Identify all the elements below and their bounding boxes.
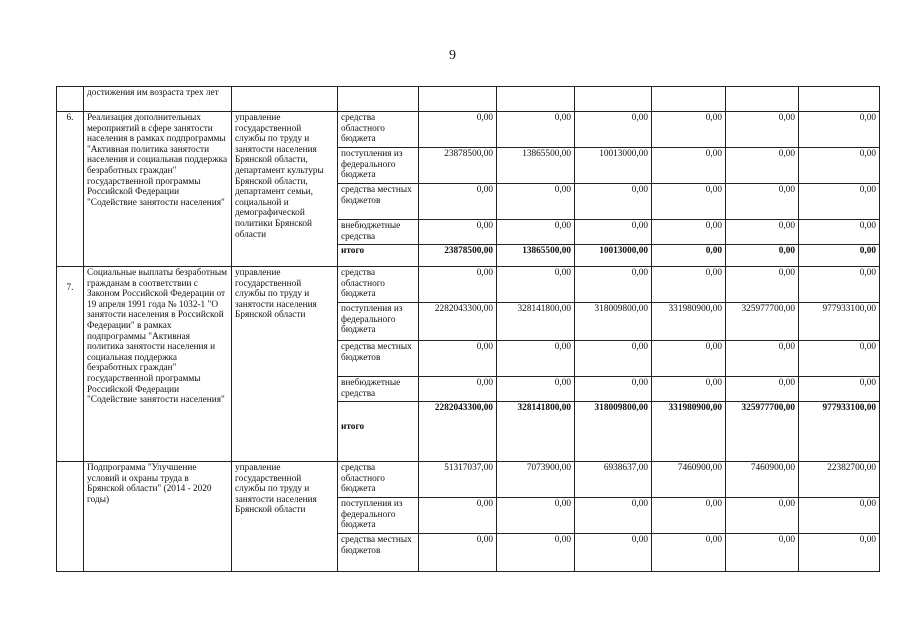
amount: 0,00: [575, 498, 652, 534]
amount: 10013000,00: [575, 148, 652, 184]
amount: 0,00: [726, 267, 799, 303]
amount: 0,00: [419, 112, 497, 148]
row-index: 7.: [57, 267, 84, 462]
executor: управление государственной службы по труду и занятости населения Брянской области, департамент культуры Брянской области, департамент семьи, социальной и демографической политики Брянской области: [232, 112, 338, 267]
amount: 318009800,00: [575, 402, 652, 462]
budget-table: [56, 86, 880, 572]
amount: 7460900,00: [726, 462, 799, 498]
amount: 325977700,00: [726, 303, 799, 341]
amount: 7460900,00: [652, 462, 726, 498]
amount: 0,00: [652, 377, 726, 402]
measure-name: Подпрограмма "Улучшение условий и охраны труда в Брянской области" (2014 - 2020 годы): [84, 462, 232, 572]
amount: 0,00: [652, 534, 726, 572]
amount: 0,00: [799, 184, 880, 220]
amount: 0,00: [652, 112, 726, 148]
amount: 0,00: [726, 534, 799, 572]
amount: 22382700,00: [799, 462, 880, 498]
amount: 23878500,00: [419, 148, 497, 184]
amount: 0,00: [419, 377, 497, 402]
amount: 325977700,00: [726, 402, 799, 462]
amount: 0,00: [497, 377, 575, 402]
amount: 2282043300,00: [419, 303, 497, 341]
amount: 0,00: [799, 245, 880, 267]
amount: 0,00: [652, 148, 726, 184]
amount: 0,00: [497, 112, 575, 148]
amount: 0,00: [419, 498, 497, 534]
amount: 318009800,00: [575, 303, 652, 341]
amount: 0,00: [652, 245, 726, 267]
amount: 0,00: [726, 112, 799, 148]
row-fragment-text: достижения им возраста трех лет: [84, 87, 232, 112]
amount: 331980900,00: [652, 303, 726, 341]
measure-name: Социальные выплаты безработным гражданам в соответствии с Законом Российской Федерации от 19 апреля 1991 года № 1032-1 "О занятости населения в Российской Федерации" в рамках подпрограммы "Активная политика занятости населения и социальная поддержка безработных граждан" государственной программы Российской Федерации "Содействие занятости населения": [84, 267, 232, 462]
amount: 0,00: [726, 220, 799, 245]
amount: 23878500,00: [419, 245, 497, 267]
amount: 0,00: [497, 220, 575, 245]
amount: 0,00: [497, 341, 575, 377]
amount: 0,00: [497, 267, 575, 303]
amount: 0,00: [799, 148, 880, 184]
page-number: 9: [449, 48, 456, 63]
amount: 0,00: [497, 534, 575, 572]
amount: 0,00: [575, 112, 652, 148]
amount: 0,00: [652, 267, 726, 303]
funding-source: внебюджетные средства: [338, 220, 419, 245]
amount: 13865500,00: [497, 245, 575, 267]
funding-source: средства областного бюджета: [338, 462, 419, 498]
amount: 0,00: [652, 184, 726, 220]
amount: 0,00: [799, 112, 880, 148]
funding-source: средства областного бюджета: [338, 267, 419, 303]
funding-source: средства местных бюджетов: [338, 534, 419, 572]
amount: 0,00: [419, 220, 497, 245]
row-index: 6.: [57, 112, 84, 267]
amount: 0,00: [799, 498, 880, 534]
row-index: [57, 462, 84, 572]
amount: 0,00: [799, 377, 880, 402]
amount: 0,00: [726, 341, 799, 377]
amount: 13865500,00: [497, 148, 575, 184]
amount: 0,00: [575, 377, 652, 402]
funding-source: поступления из федерального бюджета: [338, 498, 419, 534]
funding-source: внебюджетные средства: [338, 377, 419, 402]
table-row: [57, 267, 880, 303]
funding-source: средства местных бюджетов: [338, 184, 419, 220]
funding-source: средства областного бюджета: [338, 112, 419, 148]
amount: 0,00: [497, 498, 575, 534]
amount: 0,00: [726, 184, 799, 220]
funding-source: поступления из федерального бюджета: [338, 148, 419, 184]
funding-source: поступления из федерального бюджета: [338, 303, 419, 341]
amount: 0,00: [799, 267, 880, 303]
amount: 977933100,00: [799, 303, 880, 341]
amount: 10013000,00: [575, 245, 652, 267]
executor: управление государственной службы по труду и занятости населения Брянской области: [232, 462, 338, 572]
measure-name: Реализация дополнительных мероприятий в сфере занятости населения в рамках подпрограммы "Активная политика занятости населения и социальная поддержка безработных граждан" государственной программы Российской Федерации "Содействие занятости населения": [84, 112, 232, 267]
amount: 0,00: [575, 341, 652, 377]
funding-source-total: итого: [338, 245, 419, 267]
amount: 0,00: [419, 534, 497, 572]
amount: 0,00: [652, 341, 726, 377]
amount: 51317037,00: [419, 462, 497, 498]
amount: 0,00: [575, 184, 652, 220]
amount: 7073900,00: [497, 462, 575, 498]
amount: 0,00: [419, 341, 497, 377]
funding-source-total: итого: [338, 402, 419, 462]
amount: 977933100,00: [799, 402, 880, 462]
amount: 0,00: [575, 220, 652, 245]
table-row: [57, 87, 880, 112]
amount: 0,00: [575, 267, 652, 303]
amount: 0,00: [726, 498, 799, 534]
table-row: [57, 462, 880, 498]
amount: 0,00: [726, 148, 799, 184]
amount: 328141800,00: [497, 402, 575, 462]
amount: 0,00: [419, 184, 497, 220]
amount: 0,00: [652, 498, 726, 534]
amount: 0,00: [726, 245, 799, 267]
table-row: [57, 112, 880, 148]
amount: 331980900,00: [652, 402, 726, 462]
amount: 0,00: [799, 341, 880, 377]
amount: 6938637,00: [575, 462, 652, 498]
executor: управление государственной службы по труду и занятости населения Брянской области: [232, 267, 338, 462]
amount: 328141800,00: [497, 303, 575, 341]
funding-source: средства местных бюджетов: [338, 341, 419, 377]
amount: 0,00: [799, 534, 880, 572]
amount: 0,00: [652, 220, 726, 245]
amount: 0,00: [726, 377, 799, 402]
amount: 0,00: [497, 184, 575, 220]
amount: 0,00: [799, 220, 880, 245]
amount: 0,00: [419, 267, 497, 303]
amount: 2282043300,00: [419, 402, 497, 462]
amount: 0,00: [575, 534, 652, 572]
